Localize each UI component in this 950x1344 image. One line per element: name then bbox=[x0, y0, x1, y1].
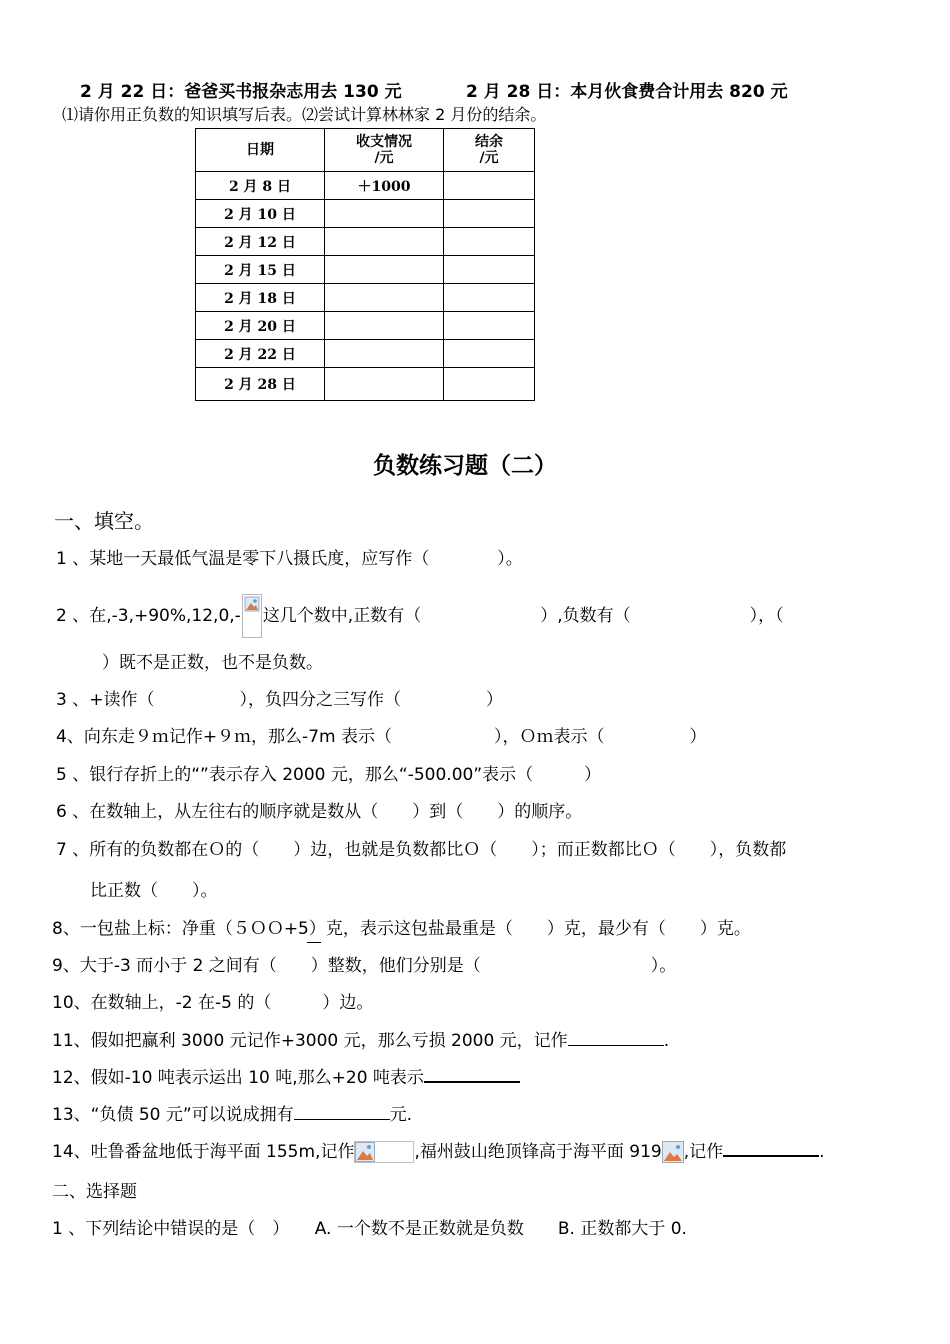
table-row bbox=[196, 228, 535, 256]
table-row bbox=[196, 200, 535, 228]
question-2 bbox=[56, 594, 784, 638]
question-12 bbox=[52, 1063, 520, 1088]
question-14-end: . bbox=[819, 1142, 825, 1162]
question-9: 9、大于-3 而小于 2 之间有（ ）整数，他们分别是（ ）。 bbox=[52, 956, 677, 976]
row-date: 2 月 10 日 bbox=[196, 200, 325, 228]
row-amount[interactable]: ＋1000 bbox=[325, 172, 444, 200]
header-amount-label: 收支情况 bbox=[356, 134, 412, 150]
table-row bbox=[196, 284, 535, 312]
table-row bbox=[196, 368, 535, 401]
row-balance[interactable] bbox=[444, 284, 535, 312]
broken-image-icon bbox=[242, 594, 262, 638]
row-date: 2 月 12 日 bbox=[196, 228, 325, 256]
row-balance[interactable] bbox=[444, 312, 535, 340]
question-12-text: 12、假如-10 吨表示运出 10 吨,那么+20 吨表示 bbox=[52, 1068, 424, 1088]
table-row bbox=[196, 340, 535, 368]
question-2-continued: ）既不是正数，也不是负数。 bbox=[102, 653, 323, 673]
answer-blank[interactable] bbox=[294, 1103, 390, 1120]
question-4: 4、向东走９ｍ记作+９ｍ，那么-7m 表示（ ），Ｏｍ表示（ ） bbox=[56, 727, 707, 747]
table-row bbox=[196, 256, 535, 284]
header-balance bbox=[444, 129, 535, 172]
broken-image-icon bbox=[662, 1141, 684, 1163]
question-6: 6 、在数轴上，从左往右的顺序就是数从（ ）到（ ）的顺序。 bbox=[56, 802, 583, 822]
row-amount[interactable] bbox=[325, 312, 444, 340]
row-date: 2 月 28 日 bbox=[196, 368, 325, 401]
answer-blank[interactable] bbox=[723, 1139, 819, 1157]
row-date: 2 月 15 日 bbox=[196, 256, 325, 284]
question-11-text: 11、假如把赢利 3000 元记作+3000 元，那么亏损 2000 元，记作 bbox=[52, 1031, 568, 1051]
broken-image-icon bbox=[354, 1141, 414, 1163]
question-14-part-b: ,福州鼓山绝顶锋高于海平面 919 bbox=[414, 1142, 662, 1162]
question-7-continued: 比正数（ ）。 bbox=[90, 881, 218, 901]
choice-question-1: 1 、下列结论中错误的是（ ） A. 一个数不是正数就是负数 B. 正数都大于 0. bbox=[52, 1219, 687, 1239]
row-amount[interactable] bbox=[325, 256, 444, 284]
section2-heading: 二、选择题 bbox=[52, 1182, 137, 1202]
header-balance-label: 结余 bbox=[475, 134, 503, 150]
question-2-part-a: 2 、在,-3,+90%,12,0,- bbox=[56, 606, 241, 626]
question-13 bbox=[52, 1100, 412, 1125]
row-amount[interactable] bbox=[325, 340, 444, 368]
ledger-table bbox=[195, 128, 535, 401]
question-13-text: 13、“负债 50 元”可以说成拥有 bbox=[52, 1105, 294, 1125]
row-amount[interactable] bbox=[325, 368, 444, 401]
header-balance-unit: /元 bbox=[479, 150, 499, 166]
row-balance[interactable] bbox=[444, 256, 535, 284]
row-balance[interactable] bbox=[444, 200, 535, 228]
section1-heading: 一、填空。 bbox=[54, 509, 154, 533]
row-balance[interactable] bbox=[444, 368, 535, 401]
question-7: 7 、所有的负数都在Ｏ的（ ）边，也就是负数都比Ｏ（ ）；而正数都比Ｏ（ ），负数都 bbox=[56, 840, 787, 860]
question-10: 10、在数轴上，-2 在-5 的（ ）边。 bbox=[52, 993, 374, 1013]
question-14-part-a: 14、吐鲁番盆地低于海平面 155m,记作 bbox=[52, 1142, 355, 1162]
note-feb22: 2 月 22 日：爸爸买书报杂志用去 130 元 bbox=[80, 82, 402, 102]
question-11-end: . bbox=[663, 1031, 670, 1051]
table-row bbox=[196, 172, 535, 200]
question-3: 3 、+读作（ ），负四分之三写作（ ） bbox=[56, 690, 503, 710]
row-amount[interactable] bbox=[325, 200, 444, 228]
header-amount bbox=[325, 129, 444, 172]
question-14-part-c: ,记作 bbox=[683, 1142, 724, 1162]
row-date: 2 月 22 日 bbox=[196, 340, 325, 368]
header-amount-unit: /元 bbox=[374, 150, 394, 166]
question-8: 8、一包盐上标：净重（５ＯＯ+5）克，表示这包盐最重是（ ）克，最少有（ ）克。 bbox=[52, 919, 751, 939]
answer-blank[interactable] bbox=[568, 1029, 664, 1046]
row-date: 2 月 20 日 bbox=[196, 312, 325, 340]
note-feb28: 2 月 28 日：本月伙食费合计用去 820 元 bbox=[466, 82, 788, 102]
row-balance[interactable] bbox=[444, 340, 535, 368]
question-14 bbox=[52, 1137, 825, 1163]
question-1: 1 、某地一天最低气温是零下八摄氏度，应写作（ ）。 bbox=[56, 549, 523, 569]
page-title: 负数练习题（二） bbox=[373, 453, 557, 479]
question-11 bbox=[52, 1026, 669, 1051]
ledger-header-row bbox=[196, 129, 535, 172]
row-amount[interactable] bbox=[325, 284, 444, 312]
header-date: 日期 bbox=[196, 129, 325, 172]
question-13-end: 元. bbox=[389, 1105, 413, 1125]
question-5: 5 、银行存折上的“”表示存入 2000 元，那么“-500.00”表示（ ） bbox=[56, 765, 602, 785]
row-balance[interactable] bbox=[444, 228, 535, 256]
row-amount[interactable] bbox=[325, 228, 444, 256]
row-date: 2 月 8 日 bbox=[196, 172, 325, 200]
answer-blank[interactable] bbox=[424, 1065, 520, 1083]
overline-mark bbox=[307, 942, 321, 943]
row-date: 2 月 18 日 bbox=[196, 284, 325, 312]
row-balance[interactable] bbox=[444, 172, 535, 200]
table-instruction: ⑴请你用正负数的知识填写后表。⑵尝试计算林林家 2 月份的结余。 bbox=[62, 105, 547, 124]
table-row bbox=[196, 312, 535, 340]
question-2-part-b: 这几个数中,正数有（ ）,负数有（ ），（ bbox=[262, 606, 784, 626]
